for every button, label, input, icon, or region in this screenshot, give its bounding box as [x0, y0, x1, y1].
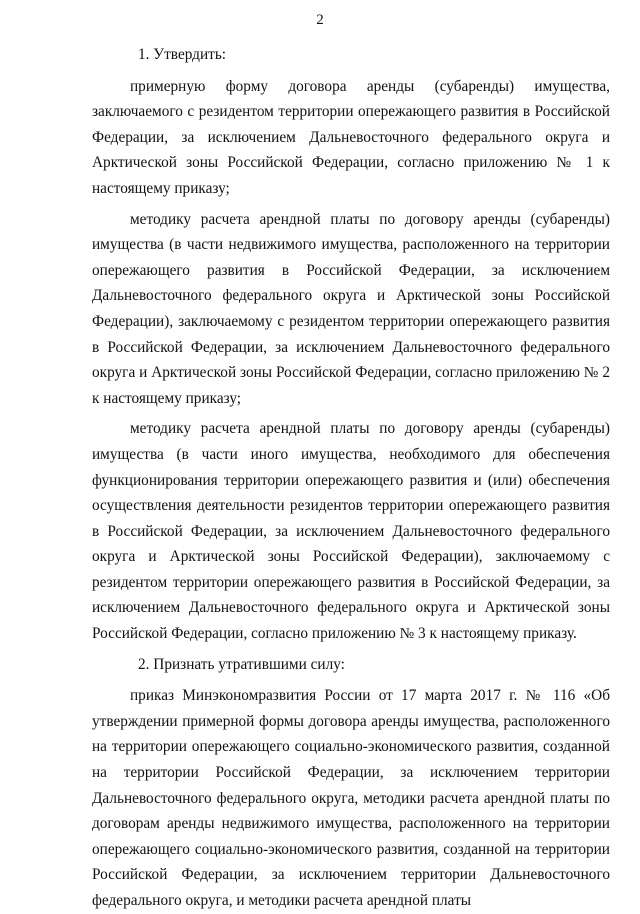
paragraph-methodology-other-property: методику расчета арендной платы по договору аренды (субаренды) имущества (в части иного имущества, необходимого для обеспечения функционирования территории опережающего развития и (или) обеспечения осуществления деятельности резидентов территории опережающего развития в Российской Федерации, за исключением Дальневосточного федерального округа и Арктической зоны Российской Федерации), заключаемому с резидентом территории опережающего развития в Российской Федерации, за исключением Дальневосточного федерального округа и Арктической зоны Российской Федерации, согласно приложению № 3 к настоящему приказу.: [92, 420, 610, 643]
section-1-heading: 1. Утвердить:: [138, 46, 227, 63]
paragraph-repealed-order: приказ Минэкономразвития России от 17 марта 2017 г. № 116 «Об утверждении примерной формы договора аренды имущества, расположенного на территории опережающего социально-экономического развития, созданной на территории Российской Федерации, за исключением территории Дальневосточного федерального округа, методики расчета арендной платы по договорам аренды недвижимого имущества, расположенного на территории опережающего социально-экономического развития, созданной на территории Российской Федерации, за исключением территории Дальневосточного федерального округа, и методики расчета арендной платы: [92, 687, 610, 909]
document-body: [92, 42, 610, 914]
page-number: 2: [316, 12, 324, 28]
paragraph-methodology-real-estate: методику расчета арендной платы по договору аренды (субаренды) имущества (в части недвижимого имущества, расположенного на территории опережающего развития в Российской Федерации, за исключением Дальневосточного федерального округа и Арктической зоны Российской Федерации), заключаемому с резидентом территории опережающего развития в Российской Федерации, за исключением Дальневосточного федерального округа и Арктической зоны Российской Федерации, согласно приложению № 2 к настоящему приказу;: [92, 210, 610, 407]
paragraph-sample-lease-form: примерную форму договора аренды (субаренды) имущества, заключаемого с резидентом территории опережающего развития в Российской Федерации, за исключением Дальневосточного федерального округа и Арктической зоны Российской Федерации, согласно приложению № 1 к настоящему приказу;: [92, 77, 610, 197]
section-2-heading: 2. Признать утратившими силу:: [138, 655, 345, 673]
